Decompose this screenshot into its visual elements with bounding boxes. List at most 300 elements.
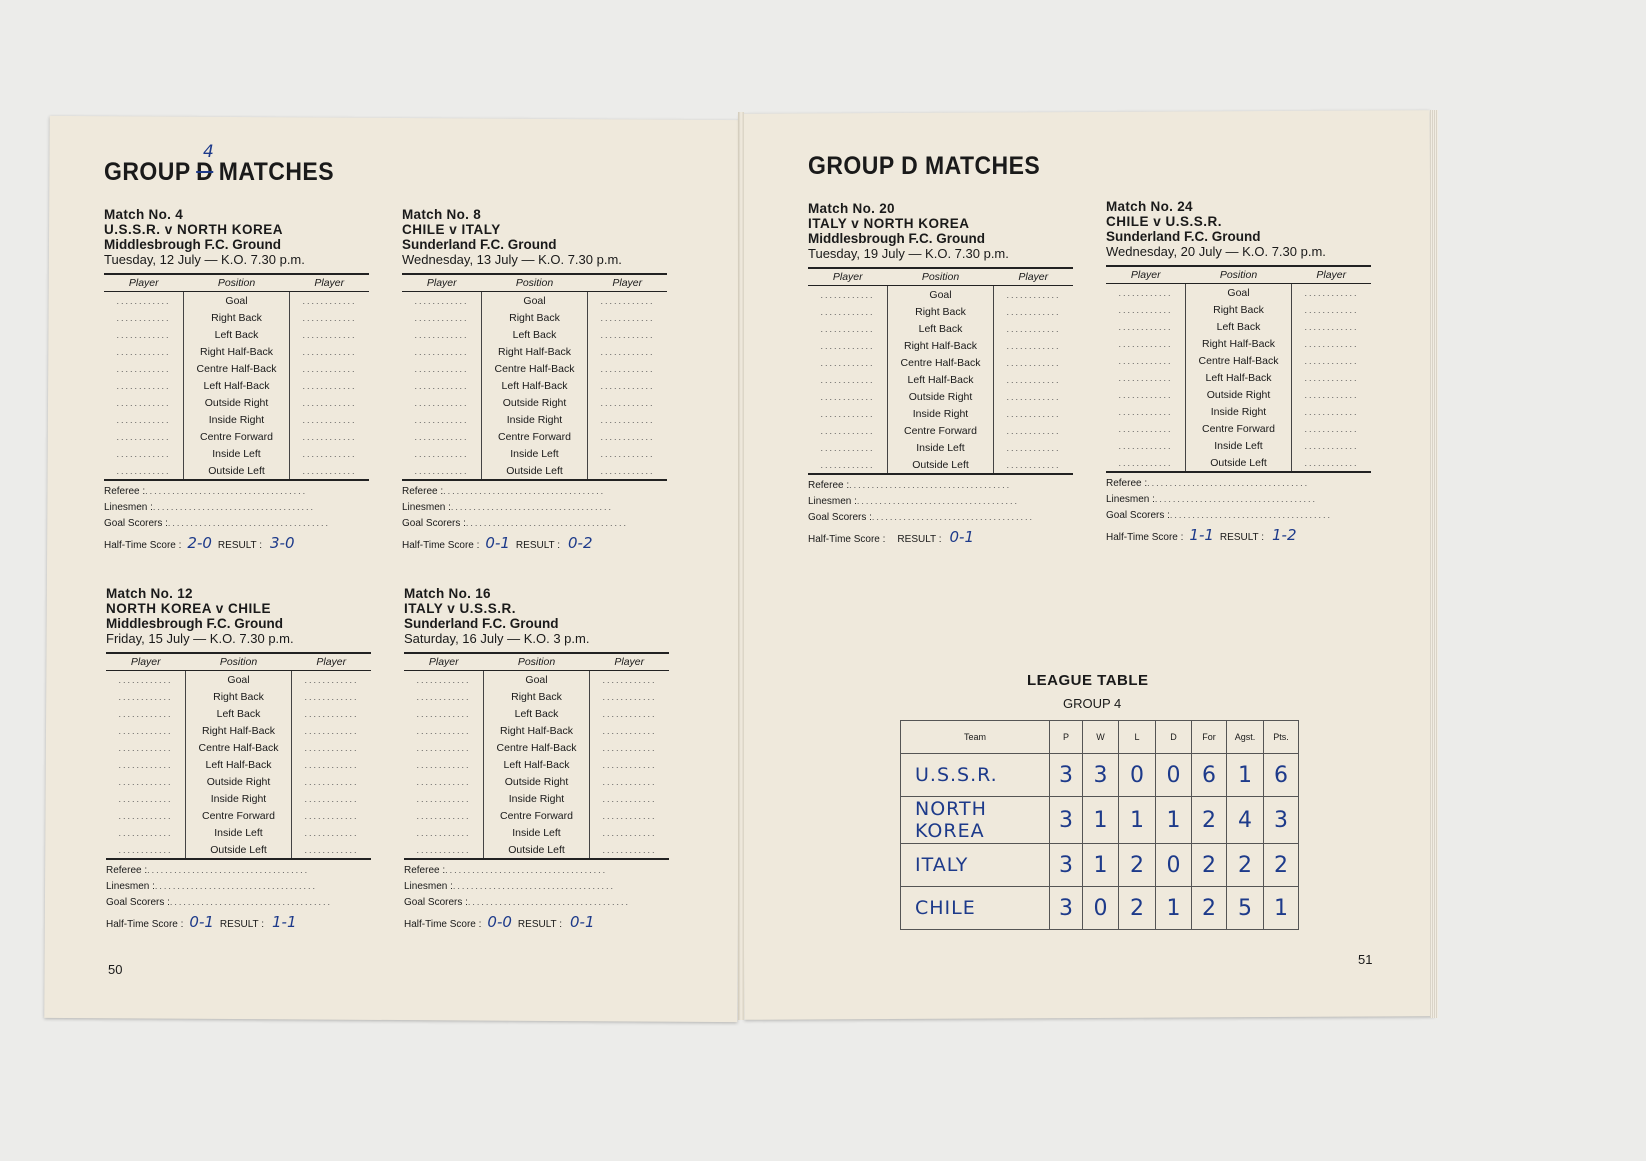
- player-entry-blank[interactable]: ............: [302, 312, 357, 323]
- lineup-row: [106, 773, 371, 790]
- position-label: Centre Half-Back: [482, 360, 588, 377]
- player-entry-blank[interactable]: ............: [302, 329, 357, 340]
- half-time-label: Half-Time Score :: [106, 919, 184, 929]
- lineup-row: [808, 337, 1073, 354]
- position-label: Inside Left: [888, 439, 994, 456]
- player-entry-blank[interactable]: ............: [1304, 372, 1359, 383]
- player-entry-blank[interactable]: ............: [116, 312, 171, 323]
- goal-scorers-field[interactable]: [1106, 510, 1371, 526]
- book-spine: [738, 112, 744, 1020]
- lineup-row: [104, 462, 369, 480]
- dotted-line: ............: [206, 502, 261, 512]
- half-time-score[interactable]: 0-0: [487, 913, 512, 929]
- player-entry-blank[interactable]: ............: [414, 312, 469, 323]
- player-entry-blank[interactable]: ............: [1006, 408, 1061, 419]
- match-card: [808, 201, 1073, 544]
- player-entry-blank[interactable]: ............: [116, 329, 171, 340]
- player-entry-blank[interactable]: ............: [118, 725, 173, 736]
- player-header: Player: [104, 274, 184, 292]
- dotted-line: ............: [519, 518, 574, 528]
- player-entry-blank[interactable]: ............: [302, 414, 357, 425]
- player-entry-blank[interactable]: ............: [1118, 287, 1173, 298]
- dotted-line: ............: [154, 881, 209, 891]
- player-entry-blank[interactable]: ............: [1118, 440, 1173, 451]
- position-label: Outside Left: [888, 456, 994, 474]
- player-entry-blank[interactable]: ............: [304, 691, 359, 702]
- goal-scorers-field[interactable]: [104, 518, 369, 534]
- lineup-row: [404, 688, 669, 705]
- page-number-right: 51: [1358, 952, 1373, 967]
- player-entry-blank[interactable]: ............: [602, 725, 657, 736]
- stat-cell[interactable]: 6: [1264, 754, 1299, 797]
- player-entry-blank[interactable]: ............: [416, 793, 471, 804]
- player-entry-blank[interactable]: ............: [292, 841, 372, 859]
- player-entry-blank[interactable]: ............: [304, 674, 359, 685]
- position-label: Centre Forward: [186, 807, 292, 824]
- position-label: Left Back: [184, 326, 290, 343]
- player-header: Player: [994, 268, 1074, 286]
- player-entry-blank[interactable]: ............: [600, 312, 655, 323]
- stat-cell[interactable]: 0: [1156, 754, 1192, 797]
- player-entry-blank[interactable]: ............: [416, 725, 471, 736]
- player-entry-blank[interactable]: ............: [1292, 454, 1372, 472]
- player-entry-blank[interactable]: ............: [994, 456, 1074, 474]
- player-entry-blank[interactable]: ............: [304, 742, 359, 753]
- player-header: Player: [404, 653, 484, 671]
- stat-cell[interactable]: 2: [1264, 844, 1299, 887]
- stat-cell[interactable]: 2: [1192, 887, 1227, 930]
- lineup-row: [1106, 335, 1371, 352]
- result-score[interactable]: 0-1: [570, 913, 595, 929]
- player-entry-blank[interactable]: ............: [118, 759, 173, 770]
- player-entry-blank[interactable]: ............: [1304, 406, 1359, 417]
- result-score[interactable]: 3-0: [270, 534, 295, 550]
- player-entry-blank[interactable]: ............: [600, 346, 655, 357]
- player-entry-blank[interactable]: ............: [1118, 304, 1173, 315]
- position-label: Centre Forward: [888, 422, 994, 439]
- player-entry-blank[interactable]: ............: [414, 363, 469, 374]
- stat-cell[interactable]: 1: [1264, 887, 1299, 930]
- position-label: Outside Left: [186, 841, 292, 859]
- position-label: Right Back: [1186, 301, 1292, 318]
- player-header: Player: [106, 653, 186, 671]
- position-label: Goal: [482, 292, 588, 310]
- player-entry-blank[interactable]: ............: [808, 456, 888, 474]
- lineup-row: [106, 756, 371, 773]
- half-time-score[interactable]: 2-0: [187, 534, 212, 550]
- player-entry-blank[interactable]: ............: [118, 776, 173, 787]
- match-ground: Middlesbrough F.C. Ground: [808, 231, 985, 246]
- stat-cell[interactable]: 0: [1083, 887, 1119, 930]
- player-entry-blank[interactable]: ............: [820, 289, 875, 300]
- stat-cell[interactable]: 3: [1050, 754, 1083, 797]
- player-entry-blank[interactable]: ............: [1304, 338, 1359, 349]
- position-label: Left Back: [186, 705, 292, 722]
- half-time-score[interactable]: 0-1: [485, 534, 510, 550]
- position-label: Left Half-Back: [186, 756, 292, 773]
- player-entry-blank[interactable]: ............: [416, 674, 471, 685]
- player-entry-blank[interactable]: ............: [104, 462, 184, 480]
- player-entry-blank[interactable]: ............: [302, 397, 357, 408]
- stat-cell[interactable]: 1: [1156, 887, 1192, 930]
- player-entry-blank[interactable]: ............: [416, 776, 471, 787]
- match-ground: Middlesbrough F.C. Ground: [104, 237, 281, 252]
- player-entry-blank[interactable]: ............: [1304, 389, 1359, 400]
- position-label: Outside Left: [482, 462, 588, 480]
- lineup-row: [402, 462, 667, 480]
- player-entry-blank[interactable]: ............: [1106, 454, 1186, 472]
- result-score[interactable]: 0-1: [949, 528, 975, 544]
- score-line: [404, 913, 669, 929]
- player-header: Player: [808, 268, 888, 286]
- position-label: Right Half-Back: [184, 343, 290, 360]
- title-suffix: MATCHES: [218, 158, 335, 186]
- player-entry-blank[interactable]: ............: [602, 827, 657, 838]
- lineup-table: [106, 652, 371, 860]
- player-entry-blank[interactable]: ............: [602, 810, 657, 821]
- player-entry-blank[interactable]: ............: [414, 380, 469, 391]
- match-number: Match No. 4: [104, 207, 184, 222]
- player-entry-blank[interactable]: ............: [304, 725, 359, 736]
- position-label: Inside Left: [482, 445, 588, 462]
- position-label: Right Back: [888, 303, 994, 320]
- match-date: Tuesday, 12 July — K.O. 7.30 p.m.: [104, 252, 305, 267]
- lineup-row: [402, 309, 667, 326]
- match-date: Saturday, 16 July — K.O. 3 p.m.: [404, 631, 590, 646]
- dotted-line: ............: [964, 496, 1019, 506]
- match-teams: ITALY v NORTH KOREA: [808, 216, 970, 231]
- player-entry-blank[interactable]: ............: [304, 793, 359, 804]
- player-entry-blank[interactable]: ............: [118, 691, 173, 702]
- player-entry-blank[interactable]: ............: [600, 431, 655, 442]
- player-entry-blank[interactable]: ............: [302, 380, 357, 391]
- linesmen-field-label: Linesmen :: [104, 502, 153, 513]
- referee-field[interactable]: [106, 865, 371, 881]
- referee-field[interactable]: [104, 486, 369, 502]
- goal-scorers-field[interactable]: [402, 518, 667, 534]
- linesmen-field[interactable]: [404, 881, 669, 897]
- player-entry-blank[interactable]: ............: [602, 759, 657, 770]
- dotted-line: ............: [506, 881, 561, 891]
- player-entry-blank[interactable]: ............: [1118, 321, 1173, 332]
- player-entry-blank[interactable]: ............: [302, 346, 357, 357]
- player-entry-blank[interactable]: ............: [600, 363, 655, 374]
- referee-field[interactable]: [808, 480, 1073, 496]
- player-entry-blank[interactable]: ............: [820, 357, 875, 368]
- team-name[interactable]: CHILE: [901, 887, 1050, 930]
- title-prefix: GROUP: [104, 158, 191, 186]
- player-entry-blank[interactable]: ............: [602, 776, 657, 787]
- position-label: Inside Right: [482, 411, 588, 428]
- position-label: Outside Right: [184, 394, 290, 411]
- player-entry-blank[interactable]: ............: [414, 397, 469, 408]
- player-entry-blank[interactable]: ............: [1304, 423, 1359, 434]
- player-entry-blank[interactable]: ............: [1006, 442, 1061, 453]
- player-entry-blank[interactable]: ............: [116, 414, 171, 425]
- player-entry-blank[interactable]: ............: [116, 431, 171, 442]
- lineup-row: [104, 292, 369, 310]
- linesmen-field-label: Linesmen :: [808, 496, 857, 507]
- player-entry-blank[interactable]: ............: [304, 810, 359, 821]
- position-label: Left Back: [888, 320, 994, 337]
- stat-cell[interactable]: 1: [1083, 844, 1119, 887]
- player-entry-blank[interactable]: ............: [302, 448, 357, 459]
- player-entry-blank[interactable]: ............: [304, 708, 359, 719]
- player-entry-blank[interactable]: ............: [600, 329, 655, 340]
- player-entry-blank[interactable]: ............: [414, 448, 469, 459]
- player-entry-blank[interactable]: ............: [304, 827, 359, 838]
- player-entry-blank[interactable]: ............: [1118, 338, 1173, 349]
- player-entry-blank[interactable]: ............: [1304, 287, 1359, 298]
- player-entry-blank[interactable]: ............: [820, 323, 875, 334]
- player-entry-blank[interactable]: ............: [602, 793, 657, 804]
- lineup-row: [402, 445, 667, 462]
- stat-cell[interactable]: 1: [1083, 797, 1119, 844]
- match-number: Match No. 12: [106, 586, 193, 601]
- player-entry-blank[interactable]: ............: [820, 408, 875, 419]
- half-time-score[interactable]: 0-1: [189, 913, 214, 929]
- position-header: Position: [484, 653, 590, 671]
- dotted-line: ............: [521, 897, 576, 907]
- player-entry-blank[interactable]: ............: [416, 810, 471, 821]
- player-entry-blank[interactable]: ............: [600, 414, 655, 425]
- player-entry-blank[interactable]: ............: [1118, 406, 1173, 417]
- stat-cell[interactable]: 4: [1227, 797, 1264, 844]
- lineup-row: [1106, 284, 1371, 302]
- dotted-line: ............: [979, 512, 1034, 522]
- player-entry-blank[interactable]: ............: [602, 674, 657, 685]
- player-entry-blank[interactable]: ............: [414, 346, 469, 357]
- player-entry-blank[interactable]: ............: [602, 708, 657, 719]
- player-entry-blank[interactable]: ............: [1006, 391, 1061, 402]
- team-name[interactable]: NORTH KOREA: [901, 797, 1050, 844]
- result-score[interactable]: 0-2: [568, 534, 593, 550]
- lineup-row: [106, 824, 371, 841]
- goal-scorers-field[interactable]: [808, 512, 1073, 528]
- lineup-row: [402, 428, 667, 445]
- referee-field-label: Referee :: [402, 486, 444, 497]
- stat-cell[interactable]: 1: [1227, 754, 1264, 797]
- stat-cell[interactable]: 2: [1119, 844, 1156, 887]
- player-entry-blank[interactable]: ............: [116, 295, 171, 306]
- position-label: Inside Right: [1186, 403, 1292, 420]
- dotted-line: ............: [573, 518, 628, 528]
- player-entry-blank[interactable]: ............: [118, 708, 173, 719]
- player-entry-blank[interactable]: ............: [1006, 306, 1061, 317]
- player-entry-blank[interactable]: ............: [1118, 423, 1173, 434]
- player-entry-blank[interactable]: ............: [118, 742, 173, 753]
- league-row: [901, 754, 1299, 797]
- stat-cell[interactable]: 3: [1050, 887, 1083, 930]
- player-entry-blank[interactable]: ............: [1006, 323, 1061, 334]
- stat-cell[interactable]: 6: [1192, 754, 1227, 797]
- player-header: Player: [1106, 266, 1186, 284]
- player-entry-blank[interactable]: ............: [414, 295, 469, 306]
- dotted-line: ............: [443, 486, 498, 496]
- stat-cell[interactable]: 2: [1192, 844, 1227, 887]
- referee-field[interactable]: [1106, 478, 1371, 494]
- player-entry-blank[interactable]: ............: [414, 414, 469, 425]
- match-teams: ITALY v U.S.S.R.: [404, 601, 517, 616]
- player-entry-blank[interactable]: ............: [116, 363, 171, 374]
- player-entry-blank[interactable]: ............: [290, 462, 370, 480]
- stat-cell[interactable]: 2: [1192, 797, 1227, 844]
- linesmen-field[interactable]: [106, 881, 371, 897]
- player-entry-blank[interactable]: ............: [1006, 425, 1061, 436]
- player-entry-blank[interactable]: ............: [414, 329, 469, 340]
- player-entry-blank[interactable]: ............: [302, 431, 357, 442]
- stat-cell[interactable]: 5: [1227, 887, 1264, 930]
- lineup-row: [1106, 301, 1371, 318]
- result-score[interactable]: 1-1: [272, 913, 297, 929]
- player-entry-blank[interactable]: ............: [402, 462, 482, 480]
- player-entry-blank[interactable]: ............: [302, 363, 357, 374]
- league-column-header: For: [1192, 721, 1227, 754]
- handwritten-correction: 4: [203, 142, 214, 162]
- linesmen-field[interactable]: [1106, 494, 1371, 510]
- linesmen-field[interactable]: [402, 502, 667, 518]
- referee-field-label: Referee :: [1106, 478, 1148, 489]
- match-number: Match No. 20: [808, 201, 895, 216]
- goal-scorers-field[interactable]: [106, 897, 371, 913]
- player-entry-blank[interactable]: ............: [820, 374, 875, 385]
- half-time-score[interactable]: 1-1: [1189, 526, 1214, 542]
- player-entry-blank[interactable]: ............: [1006, 340, 1061, 351]
- lineup-row: [404, 705, 669, 722]
- dotted-line: ............: [856, 496, 911, 506]
- lineup-row: [808, 303, 1073, 320]
- player-entry-blank[interactable]: ............: [602, 742, 657, 753]
- match-officials: [808, 480, 1073, 544]
- player-entry-blank[interactable]: ............: [1006, 374, 1061, 385]
- lineup-row: [106, 671, 371, 689]
- player-entry-blank[interactable]: ............: [116, 397, 171, 408]
- team-name[interactable]: ITALY: [901, 844, 1050, 887]
- player-entry-blank[interactable]: ............: [820, 391, 875, 402]
- dotted-line: ............: [275, 518, 330, 528]
- stat-cell[interactable]: 1: [1156, 797, 1192, 844]
- match-teams: NORTH KOREA v CHILE: [106, 601, 272, 616]
- league-column-header: Pts.: [1264, 721, 1299, 754]
- player-entry-blank[interactable]: ............: [302, 295, 357, 306]
- player-entry-blank[interactable]: ............: [1118, 389, 1173, 400]
- lineup-row: [404, 739, 669, 756]
- player-entry-blank[interactable]: ............: [304, 776, 359, 787]
- position-label: Inside Left: [484, 824, 590, 841]
- position-label: Goal: [1186, 284, 1292, 302]
- lineup-row: [106, 739, 371, 756]
- player-entry-blank[interactable]: ............: [600, 397, 655, 408]
- stat-cell[interactable]: 2: [1227, 844, 1264, 887]
- player-entry-blank[interactable]: ............: [588, 462, 668, 480]
- player-entry-blank[interactable]: ............: [118, 793, 173, 804]
- goal-scorers-field-label: Goal Scorers :: [1106, 510, 1170, 521]
- goal-scorers-field-label: Goal Scorers :: [106, 897, 170, 908]
- player-entry-blank[interactable]: ............: [118, 810, 173, 821]
- dotted-line: ............: [465, 518, 520, 528]
- lineup-row: [1106, 454, 1371, 472]
- lineup-table: [104, 273, 369, 481]
- player-entry-blank[interactable]: ............: [1118, 372, 1173, 383]
- player-entry-blank[interactable]: ............: [116, 380, 171, 391]
- player-entry-blank[interactable]: ............: [304, 759, 359, 770]
- player-entry-blank[interactable]: ............: [416, 759, 471, 770]
- goal-scorers-field[interactable]: [404, 897, 669, 913]
- lineup-row: [404, 824, 669, 841]
- player-entry-blank[interactable]: ............: [414, 431, 469, 442]
- player-entry-blank[interactable]: ............: [416, 691, 471, 702]
- stat-cell[interactable]: 3: [1050, 844, 1083, 887]
- player-entry-blank[interactable]: ............: [118, 827, 173, 838]
- player-entry-blank[interactable]: ............: [116, 448, 171, 459]
- score-line: [808, 528, 1073, 544]
- linesmen-field[interactable]: [104, 502, 369, 518]
- player-entry-blank[interactable]: ............: [1304, 355, 1359, 366]
- stat-cell[interactable]: 1: [1119, 797, 1156, 844]
- half-time-label: Half-Time Score :: [1106, 532, 1184, 542]
- player-entry-blank[interactable]: ............: [820, 425, 875, 436]
- player-entry-blank[interactable]: ............: [416, 827, 471, 838]
- player-entry-blank[interactable]: ............: [1304, 440, 1359, 451]
- player-entry-blank[interactable]: ............: [602, 691, 657, 702]
- stat-cell[interactable]: 0: [1156, 844, 1192, 887]
- player-entry-blank[interactable]: ............: [590, 841, 670, 859]
- player-entry-blank[interactable]: ............: [1304, 304, 1359, 315]
- player-entry-blank[interactable]: ............: [1006, 357, 1061, 368]
- player-entry-blank[interactable]: ............: [820, 306, 875, 317]
- player-entry-blank[interactable]: ............: [1118, 355, 1173, 366]
- player-entry-blank[interactable]: ............: [106, 841, 186, 859]
- lineup-table: [1106, 265, 1371, 473]
- referee-field[interactable]: [404, 865, 669, 881]
- player-header: Player: [402, 274, 482, 292]
- result-score[interactable]: 1-2: [1272, 526, 1297, 542]
- position-label: Inside Right: [184, 411, 290, 428]
- stat-cell[interactable]: 3: [1083, 754, 1119, 797]
- dotted-line: ............: [169, 897, 224, 907]
- page-number-left: 50: [108, 962, 123, 977]
- player-entry-blank[interactable]: ............: [118, 674, 173, 685]
- stat-cell[interactable]: 2: [1119, 887, 1156, 930]
- player-entry-blank[interactable]: ............: [600, 380, 655, 391]
- player-entry-blank[interactable]: ............: [416, 708, 471, 719]
- team-name[interactable]: U.S.S.R.: [901, 754, 1050, 797]
- referee-field[interactable]: [402, 486, 667, 502]
- match-ground: Sunderland F.C. Ground: [1106, 229, 1261, 244]
- player-entry-blank[interactable]: ............: [116, 346, 171, 357]
- player-entry-blank[interactable]: ............: [416, 742, 471, 753]
- stat-cell[interactable]: 3: [1050, 797, 1083, 844]
- match-date: Wednesday, 20 July — K.O. 7.30 p.m.: [1106, 244, 1326, 259]
- player-entry-blank[interactable]: ............: [1304, 321, 1359, 332]
- player-entry-blank[interactable]: ............: [600, 295, 655, 306]
- linesmen-field[interactable]: [808, 496, 1073, 512]
- player-entry-blank[interactable]: ............: [1006, 289, 1061, 300]
- player-entry-blank[interactable]: ............: [600, 448, 655, 459]
- match-officials: [404, 865, 669, 929]
- goal-scorers-field-label: Goal Scorers :: [808, 512, 872, 523]
- stat-cell[interactable]: 0: [1119, 754, 1156, 797]
- dotted-line: ............: [199, 486, 254, 496]
- stat-cell[interactable]: 3: [1264, 797, 1299, 844]
- match-ground: Sunderland F.C. Ground: [404, 616, 559, 631]
- lineup-header-row: [104, 274, 369, 292]
- score-line: [104, 534, 369, 550]
- player-entry-blank[interactable]: ............: [404, 841, 484, 859]
- player-entry-blank[interactable]: ............: [820, 340, 875, 351]
- player-entry-blank[interactable]: ............: [820, 442, 875, 453]
- position-label: Inside Right: [186, 790, 292, 807]
